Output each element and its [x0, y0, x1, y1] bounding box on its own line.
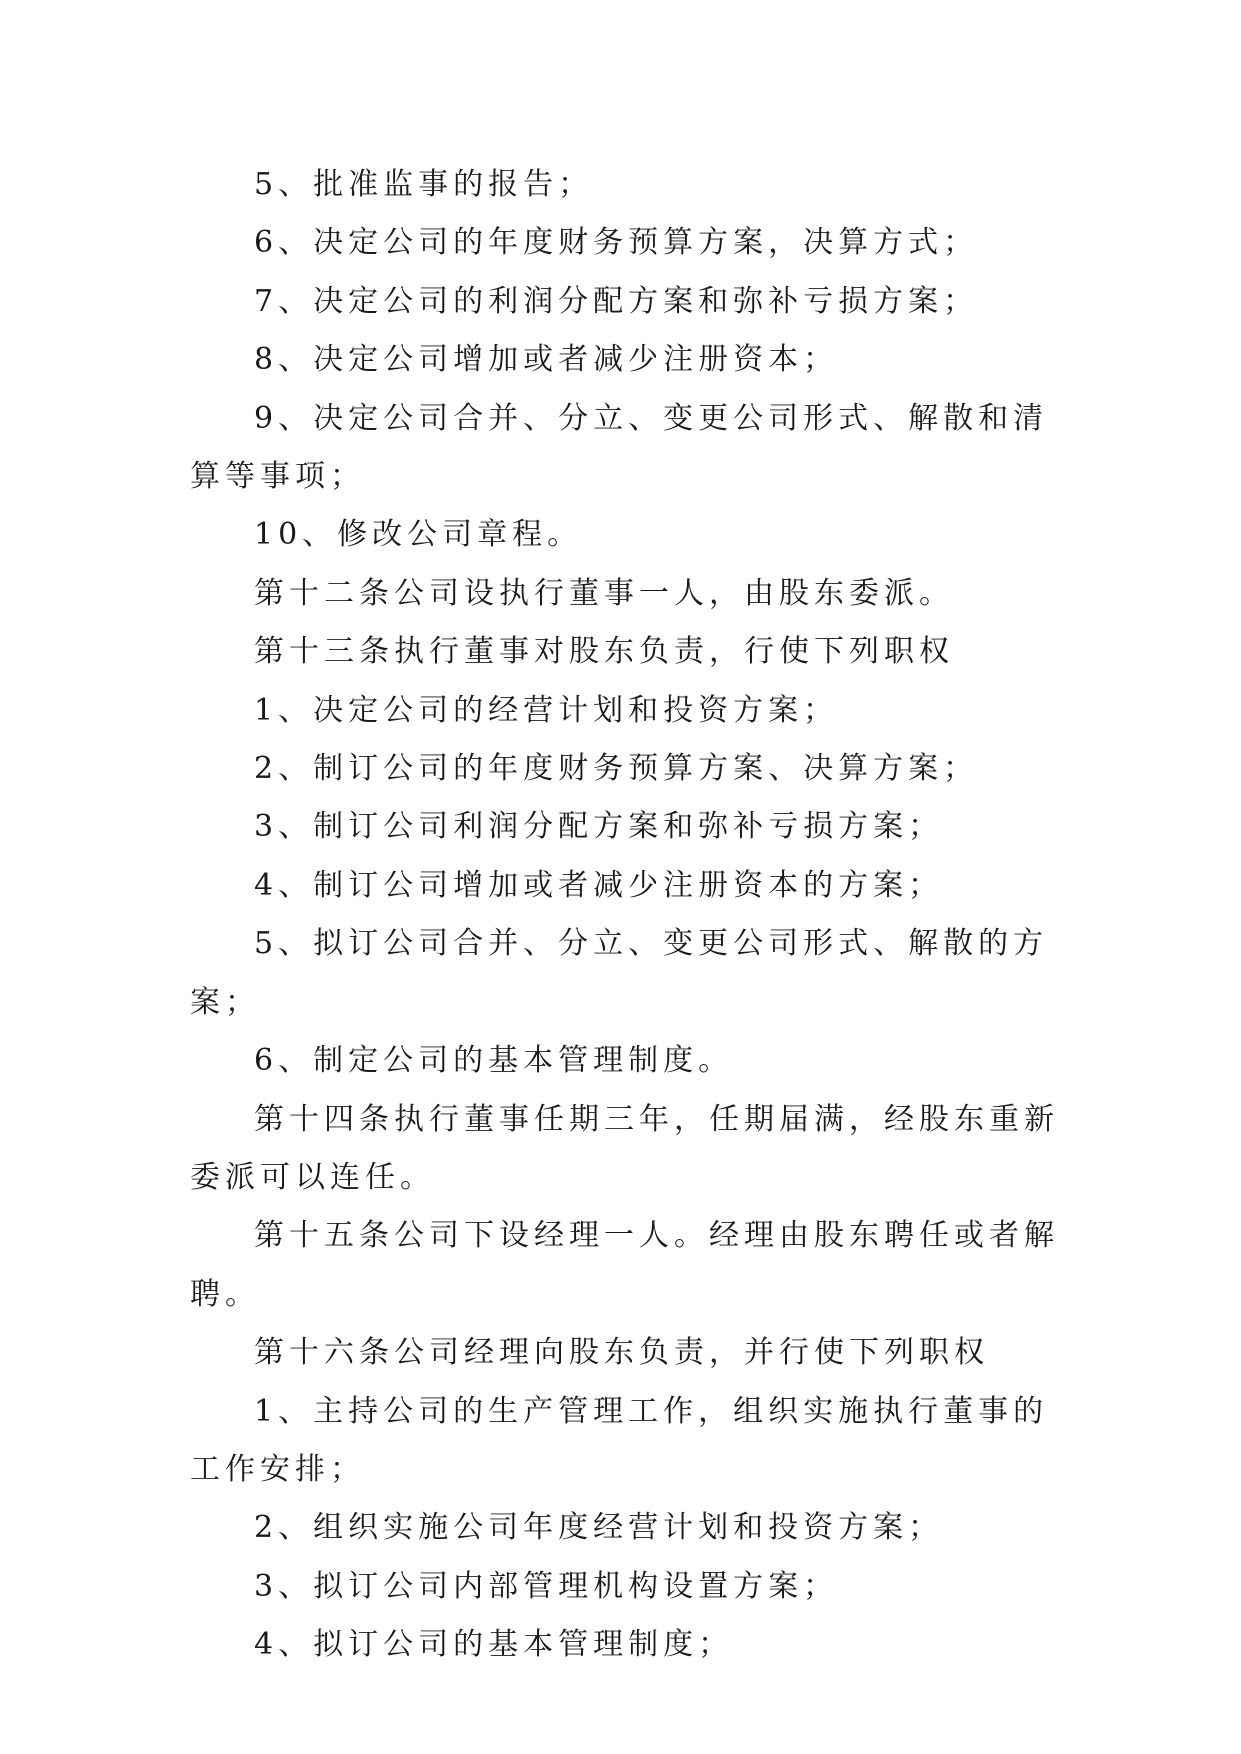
paragraph-item-9-merger-dissolution: 9、决定公司合并、分立、变更公司形式、解散和清算等事项； [190, 400, 1049, 495]
paragraph-item-10-amend-articles: 10、修改公司章程。 [254, 517, 583, 553]
paragraph-item-7-profit-distribution: 7、决定公司的利润分配方案和弥补亏损方案； [254, 283, 979, 319]
paragraph-manager-duty-2: 2、组织实施公司年度经营计划和投资方案； [254, 1510, 944, 1546]
paragraph-item-8-registered-capital: 8、决定公司增加或者减少注册资本； [254, 342, 839, 378]
paragraph-duty-6-management-system: 6、制定公司的基本管理制度。 [254, 1043, 734, 1079]
paragraph-duty-5-merger-plan: 5、拟订公司合并、分立、变更公司形式、解散的方案； [190, 926, 1049, 1020]
paragraph-item-5-approve-supervisor-report: 5、批准监事的报告； [254, 167, 594, 202]
paragraph-manager-duty-3: 3、拟订公司内部管理机构设置方案； [254, 1568, 839, 1604]
paragraph-article-16: 第十六条公司经理向股东负责，并行使下列职权 [254, 1335, 989, 1371]
paragraph-duty-2-budget-plan: 2、制订公司的年度财务预算方案、决算方案； [254, 751, 979, 787]
document-body [190, 156, 1070, 1675]
paragraph-duty-1-business-plan: 1、决定公司的经营计划和投资方案； [254, 692, 839, 728]
paragraph-duty-3-profit-plan: 3、制订公司利润分配方案和弥补亏损方案； [254, 809, 944, 845]
paragraph-article-14: 第十四条执行董事任期三年，任期届满，经股东重新委派可以连任。 [190, 1101, 1059, 1195]
paragraph-manager-duty-4: 4、拟订公司的基本管理制度； [254, 1627, 734, 1663]
paragraph-duty-4-capital-plan: 4、制订公司增加或者减少注册资本的方案； [254, 867, 944, 903]
paragraph-article-13: 第十三条执行董事对股东负责，行使下列职权 [254, 634, 954, 670]
paragraph-article-15: 第十五条公司下设经理一人。经理由股东聘任或者解聘。 [190, 1218, 1059, 1312]
paragraph-item-6-annual-budget: 6、决定公司的年度财务预算方案，决算方式； [254, 225, 979, 261]
paragraph-article-12: 第十二条公司设执行董事一人，由股东委派。 [254, 575, 954, 611]
paragraph-manager-duty-1: 1、主持公司的生产管理工作，组织实施执行董事的工作安排； [190, 1393, 1049, 1487]
